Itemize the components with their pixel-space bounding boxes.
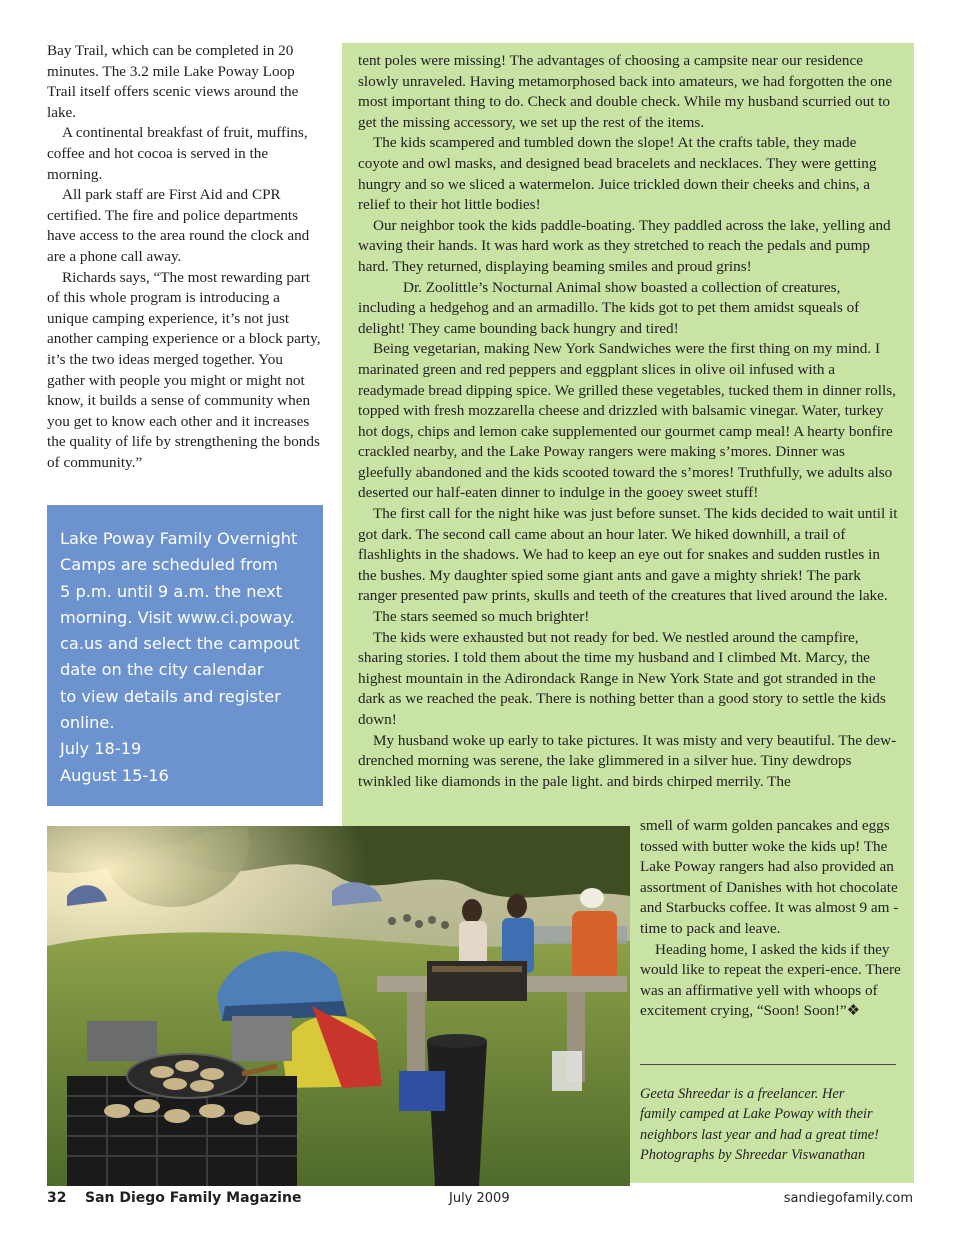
info-date-line: August 15-16 <box>60 765 169 785</box>
article-paragraph: The first call for the night hike was just before sunset. The kids decided to wait until it got dark. The second call came about an hour later. We hiked downhill, a trail of flashlights in the shadows. We had to keep an eye out for snakes and sudden rustles in the bushes. My daughter spied some giant ants and gave a mighty shriek! The park ranger presented paw prints, skulls and teeth of the creatures that lived around the lake. <box>358 505 898 605</box>
campsite-photo <box>47 826 630 1186</box>
magazine-name: San Diego Family Magazine <box>85 1190 302 1206</box>
website-link[interactable]: sandiegofamily.com <box>783 1191 913 1206</box>
bio-line: neighbors last year and had a great time! <box>640 1126 879 1143</box>
article-paragraph: Heading home, I asked the kids if they would like to repeat the experi-ence. There was an affirmative yell with whoops of excitement crying, “Soon! Soon!”❖ <box>640 940 901 1020</box>
article-paragraph: The stars seemed so much brighter! <box>373 608 590 626</box>
info-line: date on the city calendar <box>60 660 264 680</box>
info-line: Camps are scheduled from <box>60 555 278 575</box>
left-paragraph: A continental breakfast of fruit, muffins, coffee and hot cocoa is served in the morning. <box>47 124 308 183</box>
left-paragraph: All park staff are First Aid and CPR certified. The fire and police departments have access to the area round the clock and are a phone call away. <box>47 186 310 265</box>
bio-line: Geeta Shreedar is a freelancer. Her <box>640 1086 845 1102</box>
info-line: ca.us and select the campout <box>60 634 300 654</box>
article-paragraph: Our neighbor took the kids paddle-boating. They paddled across the lake, yelling and waving their hands. It was hard work as they stretched to reach the pedals and pump hard. They returned, displaying beaming smiles and proud grins! <box>358 216 891 275</box>
bio-line: family camped at Lake Poway with their <box>640 1106 873 1123</box>
info-line: Lake Poway Family Overnight <box>60 529 298 548</box>
article-paragraph: smell of warm golden pancakes and eggs tossed with butter woke the kids up! The Lake Poway rangers had also provided an assortment of Danishes with hot chocolate and Starbucks coffee. It was almost 9 am - time to pack and leave. <box>640 817 899 937</box>
bio-line: Photographs by Shreedar Viswanathan <box>640 1147 866 1164</box>
article-paragraph: The kids were exhausted but not ready for bed. We nestled around the campfire, sharing stories. I told them about the time my husband and I climbed Mt. Marcy, the highest mountain in the Adirondack Range in New York State and got stranded in the dark as we reached the peak. There is nothing better than a good story to settle the kids down! <box>358 628 886 728</box>
author-bio <box>640 1084 910 1166</box>
info-line: to view details and register <box>60 686 281 706</box>
info-date-line: July 18-19 <box>60 739 142 759</box>
left-column <box>47 41 322 473</box>
event-info-box <box>47 505 323 806</box>
article-paragraph: Dr. Zoolittle’s Nocturnal Animal show boasted a collection of creatures, including a hedgehog and an armadillo. The kids got to pet them amidst squeals of delight! They came bounding back hungry and tired! <box>358 278 860 337</box>
info-line: 5 p.m. until 9 a.m. the next <box>60 581 283 601</box>
bio-divider <box>640 1064 896 1065</box>
left-paragraph: Bay Trail, which can be completed in 20 minutes. The 3.2 mile Lake Poway Loop Trail itself offers scenic views around the lake. <box>47 42 299 121</box>
campsite-illustration <box>47 826 630 1186</box>
article-body <box>358 51 898 792</box>
issue-date: July 2009 <box>449 1191 510 1206</box>
article-paragraph: The kids scampered and tumbled down the slope! At the crafts table, they made coyote and owl masks, and designed bead bracelets and necklaces. They were getting hungry and so we sliced a watermelon. Juice trickled down their cheeks and chins, a relief to their hot little bodies! <box>358 134 877 214</box>
info-line: online. <box>60 713 115 733</box>
article-paragraph: My husband woke up early to take pictures. It was misty and very beautiful. The dew-drenched morning was serene, the lake glimmered in a silver hue. Tiny dewdrops twinkled like diamonds in the pale light. and birds chirped merrily. The <box>358 731 897 790</box>
page-number: 32 <box>47 1190 67 1206</box>
page-footer <box>47 1190 913 1214</box>
info-line: morning. Visit www.ci.poway. <box>60 607 295 627</box>
article-paragraph: Being vegetarian, making New York Sandwiches were the first thing on my mind. I marinated green and red peppers and eggplant slices in olive oil infused with a readymade bread dipping spice. We grilled these vegetables, tucked them in dinner rolls, topped with fresh mozzarella cheese and drizzled with balsamic vinegar. Water, turkey hot dogs, chips and lemon cake supplemented our gourmet camp meal! A hearty bonfire crackled nearby, and the Lake Poway rangers were making s’mores. Dinner was gleefully abandoned and the kids scooted toward the s’mores! Truthfully, we adults also deserted our half-eaten dinner to indulge in the gooey sweet stuff! <box>358 340 896 502</box>
article-continued <box>640 816 902 1022</box>
article-paragraph: tent poles were missing! The advantages of choosing a campsite near our residence slowly unraveled. Having metamorphosed back into amateurs, we had forgotten the one most important thing to do. Check and double check. While my husband scurried out to get the missing accessory, we set up the rest of the items. <box>358 52 893 131</box>
left-paragraph: Richards says, “The most rewarding part of this whole program is introducing a unique camping experience, it’s not just another camping experience or a block party, it’s the two ideas merged together. You gather with people you might or might not know, it builds a sense of community when you get to know each other and it increases the quality of life by strengthening the bonds of community.” <box>47 268 321 471</box>
